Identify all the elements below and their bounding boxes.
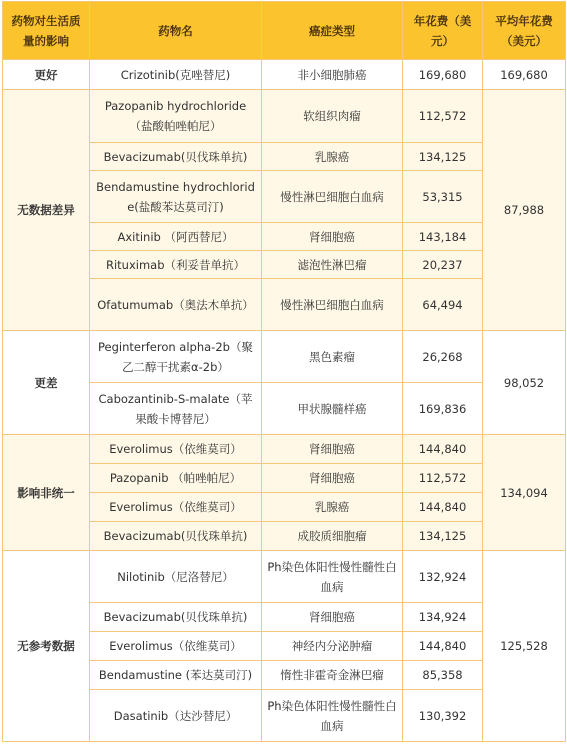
- cancer-type-cell: 慢性淋巴细胞白血病: [262, 171, 403, 223]
- cancer-type-cell: 黑色素瘤: [262, 331, 403, 383]
- cancer-type-cell: 乳腺癌: [262, 143, 403, 171]
- table-row: [3, 435, 566, 464]
- cancer-type-cell: 神经内分泌肿瘤: [262, 632, 403, 661]
- drug-name-cell: Dasatinib（达沙替尼）: [90, 690, 262, 742]
- drug-name-cell: Axitinib （阿西替尼）: [90, 223, 262, 251]
- annual-cost-cell: 143,184: [403, 223, 483, 251]
- annual-cost-cell: 132,924: [403, 551, 483, 603]
- drug-name-cell: Bendamustine (苯达莫司汀): [90, 661, 262, 690]
- drug-cost-table: [2, 1, 566, 742]
- annual-cost-cell: 134,924: [403, 603, 483, 632]
- drug-name-cell: Everolimus（依维莫司）: [90, 493, 262, 522]
- drug-name-cell: Nilotinib（尼洛替尼）: [90, 551, 262, 603]
- group-average-cost: 134,094: [483, 435, 566, 551]
- table-row: [3, 60, 566, 90]
- annual-cost-cell: 169,680: [403, 60, 483, 90]
- annual-cost-cell: 85,358: [403, 661, 483, 690]
- cancer-type-cell: Ph染色体阳性慢性髓性白血病: [262, 551, 403, 603]
- drug-name-cell: Bevacizumab(贝伐珠单抗): [90, 522, 262, 551]
- cancer-type-cell: 非小细胞肺癌: [262, 60, 403, 90]
- table-row: [3, 551, 566, 603]
- group-label-inconsistent-impact: 影响非统一: [3, 435, 90, 551]
- cancer-type-cell: 软组织肉瘤: [262, 90, 403, 143]
- group-label-better: 更好: [3, 60, 90, 90]
- header-drug-name: 药物名: [90, 2, 262, 60]
- group-average-cost: 169,680: [483, 60, 566, 90]
- cancer-type-cell: 慢性淋巴细胞白血病: [262, 279, 403, 331]
- cancer-type-cell: 乳腺癌: [262, 493, 403, 522]
- annual-cost-cell: 144,840: [403, 435, 483, 464]
- cancer-type-cell: 滤泡性淋巴瘤: [262, 251, 403, 279]
- group-label-no-reference-data: 无参考数据: [3, 551, 90, 742]
- header-cancer-type: 癌症类型: [262, 2, 403, 60]
- cancer-type-cell: Ph染色体阳性慢性髓性白血病: [262, 690, 403, 742]
- annual-cost-cell: 26,268: [403, 331, 483, 383]
- group-label-no-data-difference: 无数据差异: [3, 90, 90, 331]
- group-average-cost: 98,052: [483, 331, 566, 435]
- annual-cost-cell: 112,572: [403, 464, 483, 493]
- annual-cost-cell: 144,840: [403, 493, 483, 522]
- annual-cost-cell: 130,392: [403, 690, 483, 742]
- drug-name-cell: Pazopanib hydrochloride（盐酸帕唑帕尼）: [90, 90, 262, 143]
- annual-cost-cell: 20,237: [403, 251, 483, 279]
- group-label-worse: 更差: [3, 331, 90, 435]
- annual-cost-cell: 134,125: [403, 522, 483, 551]
- drug-name-cell: Bendamustine hydrochloride(盐酸苯达莫司汀): [90, 171, 262, 223]
- header-quality-impact: 药物对生活质量的影响: [3, 2, 90, 60]
- drug-name-cell: Bevacizumab(贝伐珠单抗): [90, 603, 262, 632]
- group-average-cost: 125,528: [483, 551, 566, 742]
- drug-name-cell: Crizotinib(克唑替尼): [90, 60, 262, 90]
- drug-name-cell: Everolimus（依维莫司）: [90, 435, 262, 464]
- annual-cost-cell: 144,840: [403, 632, 483, 661]
- cancer-type-cell: 肾细胞癌: [262, 435, 403, 464]
- drug-name-cell: Pazopanib （帕唑帕尼）: [90, 464, 262, 493]
- cancer-type-cell: 肾细胞癌: [262, 223, 403, 251]
- annual-cost-cell: 169,836: [403, 383, 483, 435]
- annual-cost-cell: 53,315: [403, 171, 483, 223]
- drug-name-cell: Rituximab（利妥昔单抗）: [90, 251, 262, 279]
- header-row: [3, 2, 566, 60]
- drug-name-cell: Cabozantinib-S-malate（苹果酸卡博替尼）: [90, 383, 262, 435]
- table-row: [3, 331, 566, 383]
- annual-cost-cell: 112,572: [403, 90, 483, 143]
- cancer-type-cell: 肾细胞癌: [262, 603, 403, 632]
- drug-name-cell: Ofatumumab（奥法木单抗）: [90, 279, 262, 331]
- cancer-type-cell: 甲状腺髓样癌: [262, 383, 403, 435]
- cancer-type-cell: 成胶质细胞瘤: [262, 522, 403, 551]
- cancer-type-cell: 肾细胞癌: [262, 464, 403, 493]
- drug-name-cell: Everolimus（依维莫司）: [90, 632, 262, 661]
- table-row: [3, 90, 566, 143]
- annual-cost-cell: 134,125: [403, 143, 483, 171]
- drug-name-cell: Bevacizumab(贝伐珠单抗): [90, 143, 262, 171]
- drug-name-cell: Peginterferon alpha-2b（聚乙二醇干扰素α-2b）: [90, 331, 262, 383]
- annual-cost-cell: 64,494: [403, 279, 483, 331]
- header-annual-cost: 年花费（美元）: [403, 2, 483, 60]
- group-average-cost: 87,988: [483, 90, 566, 331]
- header-average-annual-cost: 平均年花费（美元）: [483, 2, 566, 60]
- cancer-type-cell: 惰性非霍奇金淋巴瘤: [262, 661, 403, 690]
